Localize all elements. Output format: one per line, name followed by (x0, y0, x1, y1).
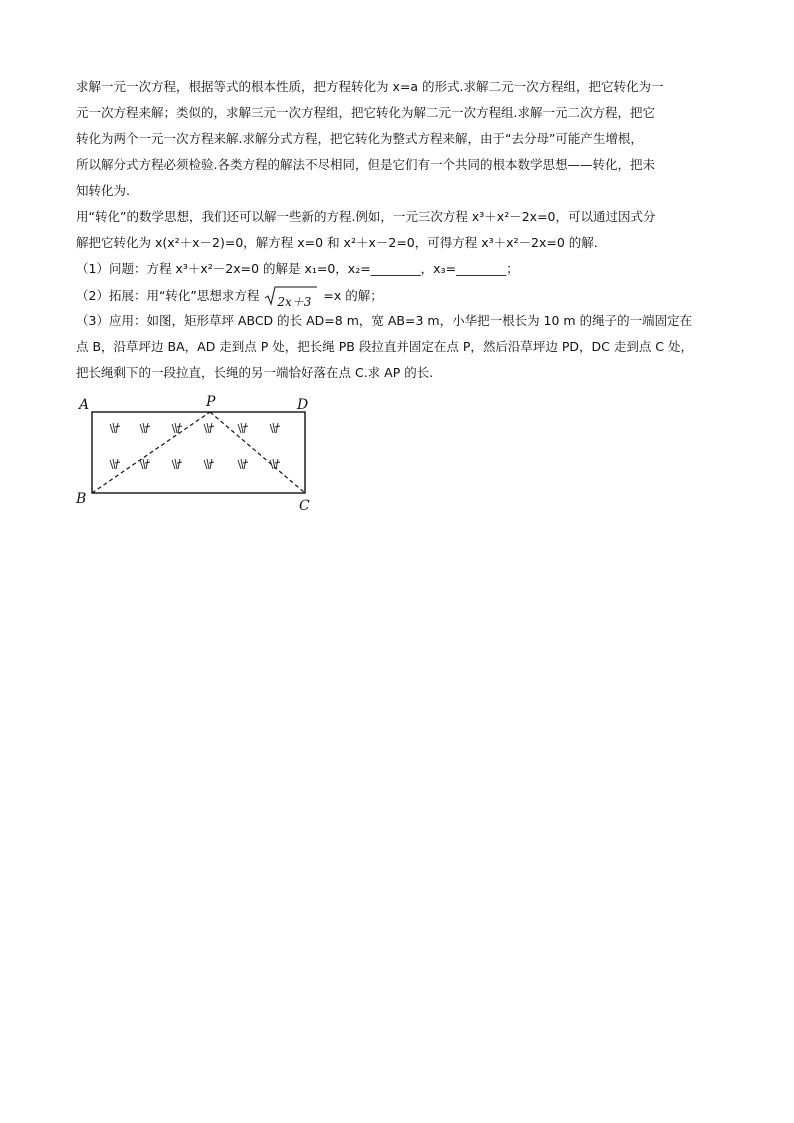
intro-line-1: 求解一元一次方程，根据等式的根本性质，把方程转化为 x=a 的形式.求解二元一次方程组，把它转化为一 (76, 79, 664, 94)
question-2-prefix: （2）拓展：用“转化”思想求方程 (76, 287, 260, 303)
question-2-suffix: =x 的解； (323, 287, 383, 303)
rectangle-diagram (70, 390, 330, 520)
grass-icon (238, 423, 248, 433)
grass-icon (140, 423, 150, 433)
grass-icon (140, 459, 150, 469)
grass-icons (110, 423, 280, 469)
question-3-line-1: （3）应用：如图，矩形草坪 ABCD 的长 AD=8 m，宽 AB=3 m，小华把一根长为 10 m 的绳子的一端固定在 (76, 313, 693, 328)
vertex-label-d: D (297, 397, 309, 413)
question-2 (76, 282, 726, 308)
vertex-label-c: C (299, 498, 310, 514)
intro-line-5: 知转化为. (76, 183, 130, 198)
rope-segment-pc (210, 412, 305, 493)
grass-icon (172, 423, 182, 433)
problem-text (76, 74, 726, 386)
grass-icon (270, 423, 280, 433)
sqrt-radicand: 2x＋3 (277, 294, 312, 309)
grass-icon (204, 423, 214, 433)
vertex-label-b: B (76, 491, 87, 507)
vertex-label-a: A (79, 397, 90, 413)
question-3-line-2: 点 B，沿草坪边 BA，AD 走到点 P 处，把长绳 PB 段拉直并固定在点 P，然后沿草坪边 PD，DC 走到点 C 处， (76, 339, 693, 354)
question-1: （1）问题：方程 x³＋x²－2x=0 的解是 x₁=0，x₂=________，x₃=________； (76, 261, 519, 276)
question-3-line-3: 把长绳剩下的一段拉直，长绳的另一端恰好落在点 C.求 AP 的长. (76, 365, 434, 380)
grass-icon (172, 459, 182, 469)
intro-line-7: 解把它转化为 x(x²＋x－2)=0，解方程 x=0 和 x²＋x－2=0，可得方程 x³＋x²－2x=0 的解. (76, 235, 598, 250)
grass-icon (110, 423, 120, 433)
grass-icon (204, 459, 214, 469)
grass-icon (270, 459, 280, 469)
vertex-label-p: P (206, 394, 216, 410)
intro-line-4: 所以解分式方程必须检验.各类方程的解法不尽相同，但是它们有一个共同的根本数学思想——转化，把未 (76, 157, 655, 172)
intro-line-2: 元一次方程来解；类似的，求解三元一次方程组，把它转化为解二元一次方程组.求解一元二次方程，把它 (76, 105, 655, 120)
sqrt-expression (264, 285, 318, 307)
intro-line-3: 转化为两个一元一次方程来解.求解分式方程，把它转化为整式方程来解，由于“去分母”可能产生增根， (76, 131, 643, 146)
grass-icon (238, 459, 248, 469)
grass-icon (110, 459, 120, 469)
lawn-figure (70, 390, 330, 520)
intro-line-6: 用“转化”的数学思想，我们还可以解一些新的方程.例如，一元三次方程 x³＋x²－2x=0，可以通过因式分 (76, 209, 656, 224)
